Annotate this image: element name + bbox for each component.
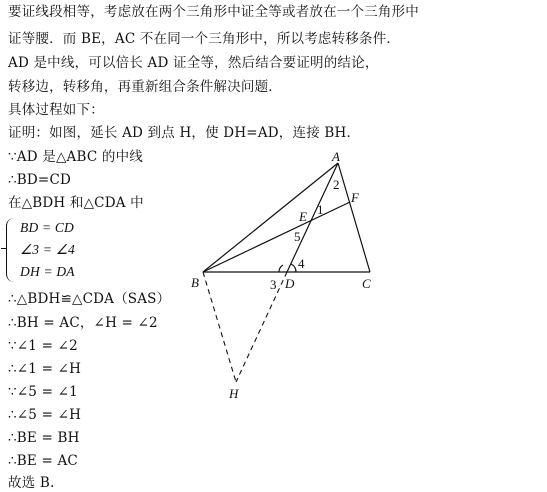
label-A: A — [332, 149, 340, 164]
text-line-14: ∴BH = AC，∠H = ∠2 — [8, 315, 158, 331]
segment-BH — [203, 272, 236, 382]
text-line-21: 故选 B. — [8, 475, 55, 491]
text-line-6: 证明：如图，延长 AD 到点 H，使 DH=AD，连接 BH． — [8, 125, 361, 141]
condition-1: BD = CD — [20, 220, 75, 235]
segment-DH — [236, 272, 287, 382]
angle-label-2: 2 — [333, 177, 340, 192]
text-line-5: 具体过程如下： — [8, 102, 104, 118]
text-line-13: ∴△BDH≌△CDA（SAS） — [8, 291, 171, 307]
angle-label-3: 3 — [270, 277, 277, 292]
text-line-19: ∴BE = BH — [8, 430, 80, 446]
label-H: H — [229, 386, 239, 401]
condition-2: ∠3 = ∠4 — [20, 242, 75, 257]
label-E: E — [299, 209, 307, 224]
text-line-9: 在△BDH 和△CDA 中 — [8, 195, 144, 211]
text-line-16: ∴∠1 = ∠H — [8, 361, 82, 377]
text-line-18: ∴∠5 = ∠H — [8, 407, 82, 423]
text-line-17: ∵∠5 = ∠1 — [8, 384, 78, 400]
angle-label-4: 4 — [298, 256, 305, 271]
angle-arc-4 — [291, 264, 296, 272]
segment-AD — [287, 163, 338, 272]
text-line-3: AD 是中线，可以倍长 AD 证全等，然后结合要证明的结论， — [8, 55, 379, 71]
text-line-15: ∵∠1 = ∠2 — [8, 338, 78, 354]
label-F: F — [351, 190, 359, 205]
label-C: C — [362, 276, 371, 291]
text-line-7: ∵AD 是△ABC 的中线 — [8, 149, 143, 165]
text-line-2: 证等腰．而 BE，AC 不在同一个三角形中，所以考虑转移条件． — [8, 31, 401, 47]
angle-label-5: 5 — [294, 229, 301, 244]
segment-AC — [338, 163, 370, 272]
angle-label-1: 1 — [317, 202, 324, 217]
text-line-1: 要证线段相等，考虑放在两个三角形中证全等或者放在一个三角形中 — [8, 4, 419, 20]
condition-3: DH = DA — [20, 264, 75, 279]
angle-arc-3-4 — [279, 265, 283, 272]
text-line-8: ∴BD=CD — [8, 172, 71, 188]
label-B: B — [191, 275, 199, 290]
label-D: D — [285, 276, 295, 291]
text-line-20: ∴BE = AC — [8, 453, 78, 469]
text-line-4: 转移边，转移角，再重新组合条件解决问题． — [8, 79, 282, 95]
